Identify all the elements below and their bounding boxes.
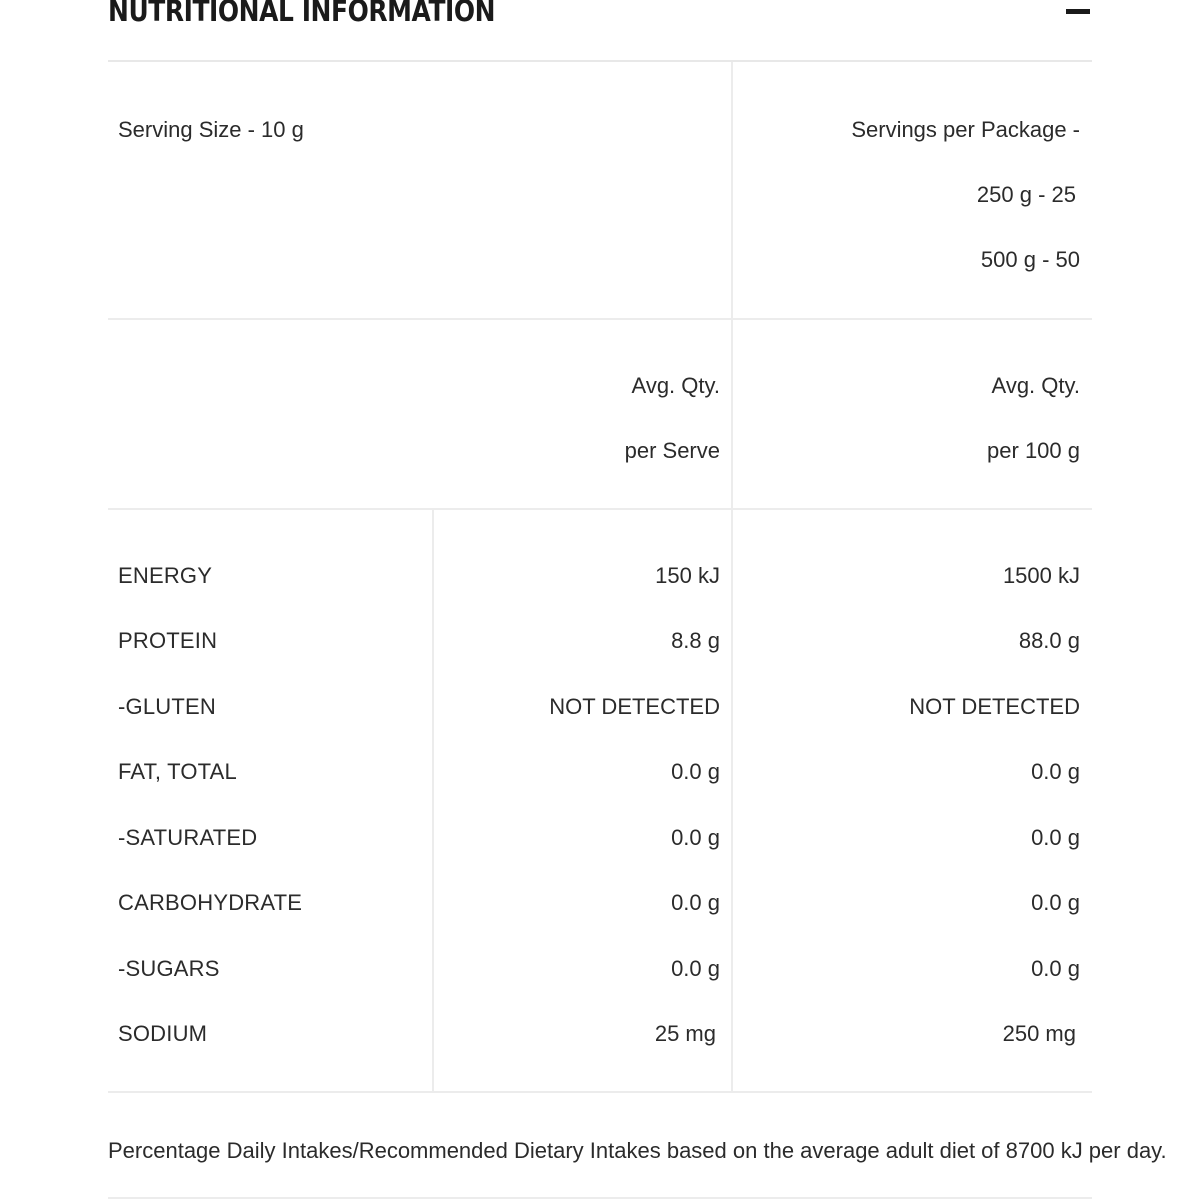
value-per-100g: 1500 kJ: [1002, 563, 1080, 588]
column-header-per-100g-line1: Avg. Qty.: [991, 373, 1080, 398]
column-divider: [731, 62, 733, 1092]
table-divider: [108, 1091, 1092, 1093]
nutrient-label: -SUGARS: [118, 956, 220, 981]
column-divider: [432, 509, 434, 1092]
value-per-serve: 25 mg: [654, 1021, 716, 1046]
value-per-serve: 8.8 g: [671, 628, 720, 653]
value-per-100g: 250 mg: [1002, 1021, 1076, 1046]
value-per-100g: 0.0 g: [1031, 759, 1080, 784]
package-option: 500 g - 50: [980, 247, 1080, 272]
nutrient-label: PROTEIN: [118, 628, 218, 653]
nutrient-label: -SATURATED: [118, 825, 258, 850]
footnote: Percentage Daily Intakes/Recommended Dietary Intakes based on the average adult diet of 8700 kJ per day.: [108, 1138, 1167, 1163]
column-header-per-100g-line2: per 100 g: [987, 438, 1080, 463]
serving-size: Serving Size - 10 g: [118, 117, 304, 142]
value-per-serve: 0.0 g: [671, 956, 720, 981]
nutrition-section-header[interactable]: [108, 0, 1092, 62]
column-header-per-serve-line1: Avg. Qty.: [631, 373, 720, 398]
nutrient-label: FAT, TOTAL: [118, 759, 237, 784]
table-divider: [108, 508, 1092, 510]
table-divider: [108, 1197, 1092, 1199]
nutrient-label: -GLUTEN: [118, 694, 216, 719]
value-per-serve: 0.0 g: [671, 890, 720, 915]
package-option: 250 g - 25: [976, 182, 1076, 207]
value-per-serve: 150 kJ: [655, 563, 720, 588]
minus-icon[interactable]: [1064, 6, 1092, 18]
value-per-serve: 0.0 g: [671, 759, 720, 784]
value-per-100g: 0.0 g: [1031, 956, 1080, 981]
value-per-100g: NOT DETECTED: [909, 694, 1080, 719]
value-per-100g: 0.0 g: [1031, 825, 1080, 850]
servings-per-package-label: Servings per Package -: [851, 117, 1080, 142]
value-per-100g: 88.0 g: [1018, 628, 1080, 653]
value-per-serve: 0.0 g: [671, 825, 720, 850]
section-title: NUTRITIONAL INFORMATION: [108, 0, 496, 28]
nutrient-label: CARBOHYDRATE: [118, 890, 303, 915]
column-header-per-serve-line2: per Serve: [624, 438, 720, 463]
value-per-serve: NOT DETECTED: [549, 694, 720, 719]
value-per-100g: 0.0 g: [1031, 890, 1080, 915]
nutrient-label: ENERGY: [118, 563, 213, 588]
nutrient-label: SODIUM: [118, 1021, 208, 1046]
table-divider: [108, 318, 1092, 320]
